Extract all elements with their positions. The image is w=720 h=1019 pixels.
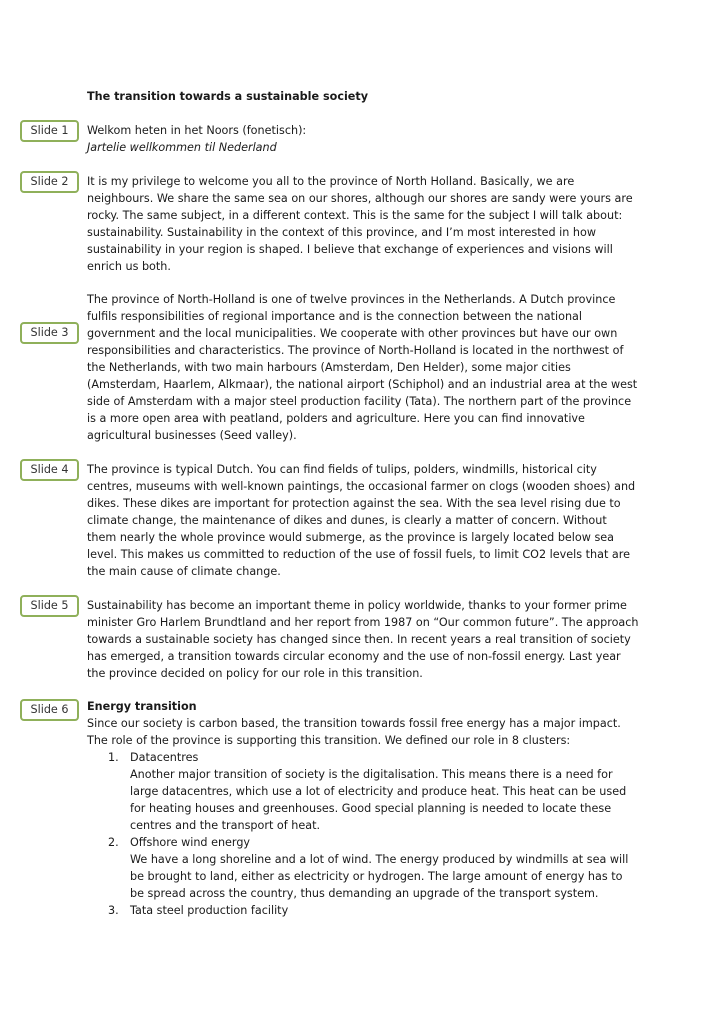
list-item	[108, 749, 638, 834]
paragraph-province: The province of North-Holland is one of twelve provinces in the Netherlands. A Dutch province fulfils responsibilities of regional importance and is the connection between the national government and the local municipalities. We cooperate with other provinces but have our own responsibilities and characteristics. The province of North-Holland is located in the northwest of the Netherlands, with two main harbours (Amsterdam, Den Helder), some major cities (Amsterdam, Haarlem, Alkmaar), the national airport (Schiphol) and an industrial area at the west side of Amsterdam with a major steel production facility (Tata). The northern part of the province is a more open area with peatland, polders and agriculture. Here you can find innovative agricultural businesses (Seed valley).	[87, 293, 638, 442]
list-item-number: 2.	[108, 836, 119, 849]
slide-6-marker: Slide 6	[20, 699, 79, 721]
paragraph-sustainability: Sustainability has become an important theme in policy worldwide, thanks to your former prime minister Gro Harlem Brundtland and her report from 1987 on “Our common future”. The approach towards a sustainable society has changed since then. In recent years a real transition of society has emerged, a transition towards circular economy and the use of non-fossil energy. Last year the province decided on policy for our role in this transition.	[87, 599, 639, 680]
slide-5-marker: Slide 5	[20, 595, 79, 617]
slide-1-marker: Slide 1	[20, 120, 79, 142]
slide-3-marker: Slide 3	[20, 322, 79, 344]
slide-2-marker: Slide 2	[20, 171, 79, 193]
intro-italic-line: Jartelie wellkommen til Nederland	[87, 141, 277, 154]
list-item-title: Datacentres	[130, 751, 199, 764]
paragraph-energy: Since our society is carbon based, the transition towards fossil free energy has a major impact. The role of the province is supporting this transition. We defined our role in 8 clusters:	[87, 717, 621, 747]
list-item	[108, 834, 638, 902]
list-item-title: Offshore wind energy	[130, 836, 251, 849]
cluster-list	[108, 749, 638, 919]
intro-block	[87, 122, 639, 156]
list-item-body: Another major transition of society is the digitalisation. This means there is a need for large datacentres, which use a lot of electricity and produce heat. This heat can be used for heating houses and greenhouses. Good special planning is needed to locate these centres and the transport of heat.	[130, 768, 627, 832]
slide-4-marker: Slide 4	[20, 459, 79, 481]
intro-line: Welkom heten in het Noors (fonetisch):	[87, 124, 307, 137]
list-item-number: 3.	[108, 904, 119, 917]
list-item	[108, 902, 638, 919]
energy-section	[87, 698, 639, 749]
section-heading: Energy transition	[87, 700, 197, 713]
list-item-number: 1.	[108, 751, 119, 764]
list-item-title: Tata steel production facility	[130, 904, 289, 917]
paragraph-welcome: It is my privilege to welcome you all to the province of North Holland. Basically, we are neighbours. We share the same sea on our shores, although our shores are sandy were yours are rocky. The same subject, in a different context. This is the same for the subject I will talk about: sustainability. Sustainability in the context of this province, and I’m most interested in how sustainability in your region is shaped. I believe that exchange of experiences and visions will enrich us both.	[87, 175, 633, 273]
document-title: The transition towards a sustainable society	[87, 90, 369, 103]
list-item-body: We have a long shoreline and a lot of wind. The energy produced by windmills at sea will be brought to land, either as electricity or hydrogen. The large amount of energy has to be spread across the country, thus demanding an upgrade of the transport system.	[130, 853, 629, 900]
paragraph-dutch: The province is typical Dutch. You can find fields of tulips, polders, windmills, historical city centres, museums with well-known paintings, the occasional farmer on clogs (wooden shoes) and dikes. These dikes are important for protection against the sea. With the sea level rising due to climate change, the maintenance of dikes and dunes, is clearly a matter of concern. Without them nearly the whole province would submerge, as the province is largely located below sea level. This makes us committed to reduction of the use of fossil fuels, to limit CO2 levels that are the main cause of climate change.	[87, 463, 636, 578]
